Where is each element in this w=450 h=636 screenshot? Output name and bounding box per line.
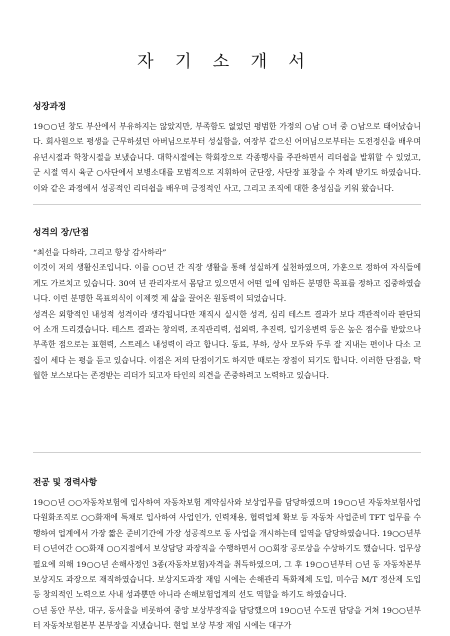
section-personality — [33, 226, 421, 384]
paragraph: 성격은 외향적인 내성적 성격이라 생각됩니다만 재직시 실시한 성격, 심리 테스트 결과가 보다 객관적이라 판단되어 소개 드리겠습니다. 테스트 결과는 창의력, 조직관리력, 섭외력, 추진력, 입기응변력 등은 높은 점수를 받았으나 부족한 점으로는 표현력, 스트레스 내성력이 라고 합니다. 동료, 부하, 상사 모두와 두루 잘 지내는 편이나 다소 고집이 세다 는 평을 듣고 있습니다. 이점은 저의 단점이기도 하지만 때로는 장점이 되기도 합니다. 이러한 단점을, 탁월한 보스보다는 존경받는 리더가 되고자 타인의 의견을 존중하려고 노력하고 있습니다. — [33, 309, 421, 381]
section-growth — [33, 100, 421, 196]
section-body-growth — [33, 119, 421, 196]
section-body-personality — [33, 245, 421, 384]
section-heading-growth: 성장과정 — [33, 102, 67, 112]
paragraph: 이것이 저의 생활신조입니다. 이를 ○○년 간 직장 생활을 통해 성실하게 실천하였으며, 가훈으로 정하여 자식들에게도 가르치고 있습니다. 30여 년 관리자로서 몸담고 있으면서 어떤 일에 임하든 분명한 목표를 정하고 집중하였습니다. 이런 분명한 목표의식이 이제껏 제 삶을 끌어온 원동력이 되었습니다. — [33, 263, 421, 304]
motto-quote: “최선을 다하라, 그리고 항상 감사하라” — [33, 248, 167, 257]
section-body-career — [33, 495, 421, 634]
document-title: 자 기 소 개 서 — [137, 52, 313, 72]
section-divider — [33, 204, 421, 205]
section-divider — [33, 452, 421, 453]
section-heading-career: 전공 및 경력사항 — [33, 478, 98, 488]
paragraph: ○년 동안 부산, 대구, 동서울을 비롯하여 중앙 보상부장직을 담당했으며 19○○년 수도권 담당을 거쳐 19○○년부터 자동차보험본부 본부장을 지냈습니다. 현업 보상 부장 재임 시에는 대구가 — [33, 605, 421, 631]
paragraph: 19○○년 ○○자동차보험에 입사하여 자동차보험 계약심사와 보상업무를 담당하였으며 19○○년 자동차보험사업 다원화조직로 ○○화재에 특채로 입사하여 사업인가, 인력채용, 협력업체 확보 등 자동차 사업준비 TFT 업무를 수행하여 업계에서 가장 짧은 준비기간에 가장 성공적으로 동 사업을 개시하는데 일역을 담당하였습니다. 19○○년부터 ○년여간 ○○화재 ○○지점에서 보상담당 과장직을 수행하면서 ○○회장 공로상을 수상하기도 했습니다. 업무상 필요에 의해 19○○년 손해사정인 3종(자동차보험)자격을 취득하였으며, 그 후 19○○년부터 ○년 동 자동차본부 보상지도 과장으로 재직하였습니다. 보상지도과장 재임 시에는 손해관리 특화제체 도입, 미수금 M/T 정산제 도입 등 창의적인 노력으로 사내 성과뿐만 아니라 손해보험업계의 선도 역할을 하기도 하였습니다. — [33, 498, 421, 600]
section-career — [33, 476, 421, 634]
section-heading-personality: 성격의 장/단점 — [33, 228, 89, 238]
paragraph: 19○○년 창도 부산에서 부유하지는 않았지만, 부족함도 없었던 평범한 가정의 ○남 ○녀 중 ○남으로 태어났습니다. 회사원으로 평생을 근무하셨던 아버님으로부터 성실함을, 여장부 같으신 어머님으로부터는 도전정신을 배우며 유년시절과 학창시절을 보냈습니다. 대학시절에는 학회장으로 각종행사를 주관하면서 리더쉽을 발휘할 수 있었고, 군 시절 역시 육군 ○사단에서 보병소대를 모범적으로 지휘하여 군단장, 사단장 표창을 수 차례 받기도 하였습니다. 이와 같은 과정에서 성공적인 리더쉽을 배우며 긍정적인 사고, 그리고 조직에 대한 충성심을 키워 왔습니다. — [33, 122, 421, 193]
